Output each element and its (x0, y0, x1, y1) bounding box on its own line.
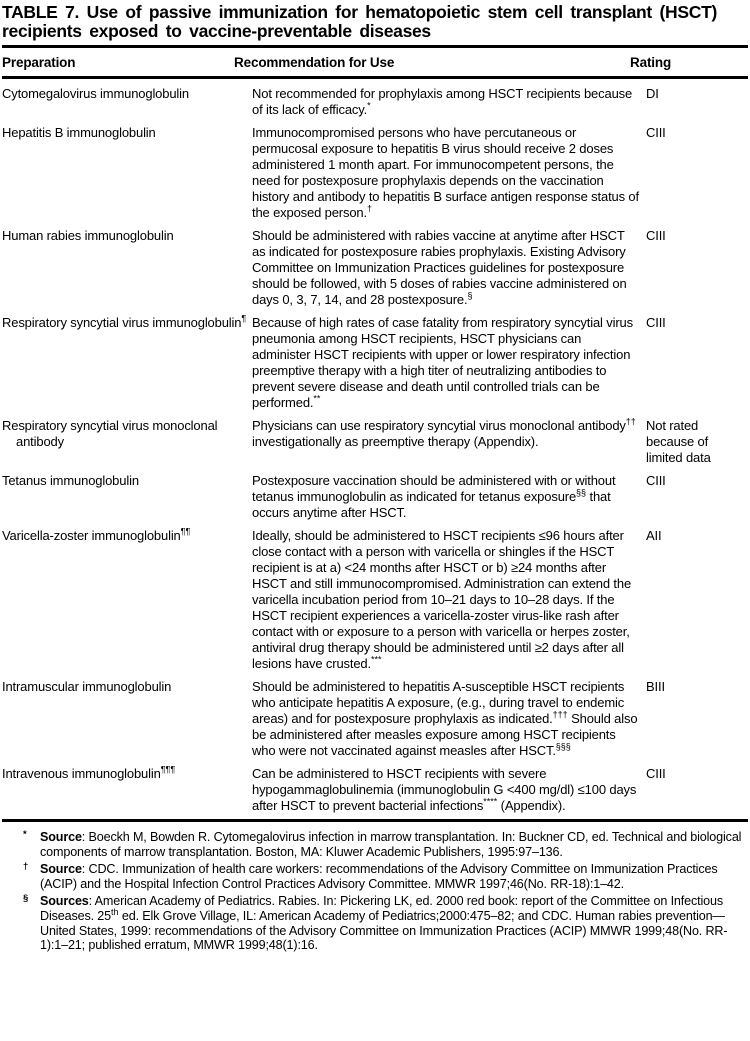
table-header (2, 48, 748, 76)
document-page (0, 3, 750, 953)
footnote-text: Sources: American Academy of Pediatrics. Rabies. In: Pickering LK, ed. 2000 red book: report of the Committee on Infectious Diseases. 25th ed. Elk Grove Village, IL: American Academy of Pediatrics;2000:475–82; and CDC. Human rabies prevention—United States, 1999: recommendations of the Advisory Committee on Immunization Practices (ACIP) MMWR 1999;48(No. RR-1):1–21; published erratum, MMWR 1999;48(1):16. (40, 894, 728, 953)
rating-cell: BIII (646, 679, 665, 694)
preparation-cell: Intramuscular immunoglobulin (2, 679, 172, 694)
table-row (2, 473, 748, 521)
table-row (2, 679, 748, 759)
table-row (2, 228, 748, 308)
recommendation-cell: Ideally, should be administered to HSCT recipients ≤96 hours after close contact with a person with varicella or shingles if the HSCT recipient is at a) <24 months after HSCT or b) ≥24 months after HSCT and still immunocompromised. Administration can extend the varicella incubation period from 10–21 days to 10–28 days. If the HSCT recipient experiences a varicella-zoster virus-like rash after contact with or exposure to a person with varicella or herpes zoster, antiviral drug therapy should be administered until ≥2 days after all lesions have crusted.*** (252, 528, 632, 671)
footnote (2, 830, 748, 859)
column-header-preparation: Preparation (2, 55, 76, 70)
rating-cell: DI (646, 86, 659, 101)
preparation-cell: Tetanus immunoglobulin (2, 473, 139, 488)
footnote-text: Source: Boeckh M, Bowden R. Cytomegalovirus infection in marrow transplantation. In: Buckner CD, ed. Technical and biological components of marrow transplantation. Boston, MA: Kluwer Academic Publishers, 1995:97–136. (40, 830, 742, 859)
recommendation-cell: Should be administered with rabies vaccine at anytime after HSCT as indicated for postexposure rabies prophylaxis. Existing Advisory Committee on Immunization Practices guidelines for postexposure should be followed, with 5 doses of rabies vaccine administered on days 0, 3, 7, 14, and 28 postexposure.§ (252, 228, 627, 307)
header-rule (2, 76, 748, 79)
rating-cell: AII (646, 528, 662, 543)
preparation-cell: Intravenous immunoglobulin¶¶¶ (2, 764, 176, 781)
rating-cell: CIII (646, 766, 666, 781)
rating-cell: CIII (646, 473, 666, 488)
table-row (2, 86, 748, 118)
footnote-symbol: * (23, 829, 27, 840)
rating-cell: CIII (646, 315, 666, 330)
footnotes (2, 822, 748, 953)
rating-cell: CIII (646, 228, 666, 243)
table-row (2, 125, 748, 221)
footnote (2, 894, 748, 952)
table-row (2, 528, 748, 672)
recommendation-cell: Immunocompromised persons who have percutaneous or permucosal exposure to hepatitis B virus should receive 2 doses administered 1 month apart. For immunocompetent persons, the need for postexposure prophylaxis depends on the vaccination history and antibody to hepatitis B surface antigen response status of the exposed person.† (252, 125, 639, 220)
recommendation-cell: Can be administered to HSCT recipients with severe hypogammaglobulinemia (immunoglobulin G <400 mg/dl) ≤100 days after HSCT to prevent bacterial infections**** (Appendix). (252, 766, 637, 813)
column-header-recommendation (234, 55, 640, 71)
footnote-symbol: § (23, 893, 29, 905)
table-row (2, 315, 748, 411)
rating-cell: CIII (646, 125, 666, 140)
footnote-symbol: † (23, 861, 29, 873)
preparation-cell: Respiratory syncytial virus immunoglobulin¶ (2, 313, 247, 330)
table-title: TABLE 7. Use of passive immunization for hematopoietic stem cell transplant (HSCT) recipients exposed to vaccine-preventable diseases (2, 2, 718, 41)
footnote (2, 862, 748, 891)
column-header-rating-label: Rating (630, 55, 672, 70)
footnote-text: Source: CDC. Immunization of health care workers: recommendations of the Advisory Committee on Immunization Practices (ACIP) and the Hospital Infection Control Practices Advisory Committee. MMWR 1997;46(No. RR-18):1–42. (40, 862, 718, 891)
recommendation-cell: Because of high rates of case fatality from respiratory syncytial virus pneumonia among HSCT recipients, HSCT physicians can administer HSCT recipients with upper or lower respiratory infection preemptive therapy with a high titer of neutralizing antibodies to prevent severe disease and death until controlled trials can be performed.** (252, 315, 633, 410)
recommendation-cell: Should be administered to hepatitis A-susceptible HSCT recipients who anticipate hepatitis A exposure, (e.g., during travel to endemic areas) and for postexposure prophylaxis as indicated.††† Should also be administered after measles exposure among HSCT recipients who were not vaccinated against measles after HSCT.§§§ (252, 679, 638, 758)
preparation-cell: Respiratory syncytial virus monoclonal antibody (2, 418, 218, 449)
table-body (2, 86, 748, 819)
preparation-cell: Human rabies immunoglobulin (2, 228, 174, 243)
recommendation-cell: Postexposure vaccination should be administered with or without tetanus immunoglobulin as indicated for tetanus exposure§§ that occurs anytime after HSCT. (252, 473, 616, 520)
recommendation-cell: Not recommended for prophylaxis among HSCT recipients because of its lack of efficacy.* (252, 86, 633, 117)
column-header-rating (630, 55, 748, 71)
rating-cell: Not rated because of limited data (646, 418, 711, 465)
table-row (2, 766, 748, 814)
column-header-recommendation-label: Recommendation for Use (234, 55, 395, 70)
recommendation-cell: Physicians can use respiratory syncytial virus monoclonal antibody†† investigationally as preemptive therapy (Appendix). (252, 416, 636, 449)
table-row (2, 418, 748, 466)
preparation-cell: Cytomegalovirus immunoglobulin (2, 86, 189, 101)
preparation-cell: Hepatitis B immunoglobulin (2, 125, 156, 140)
preparation-cell: Varicella-zoster immunoglobulin¶¶ (2, 526, 191, 543)
